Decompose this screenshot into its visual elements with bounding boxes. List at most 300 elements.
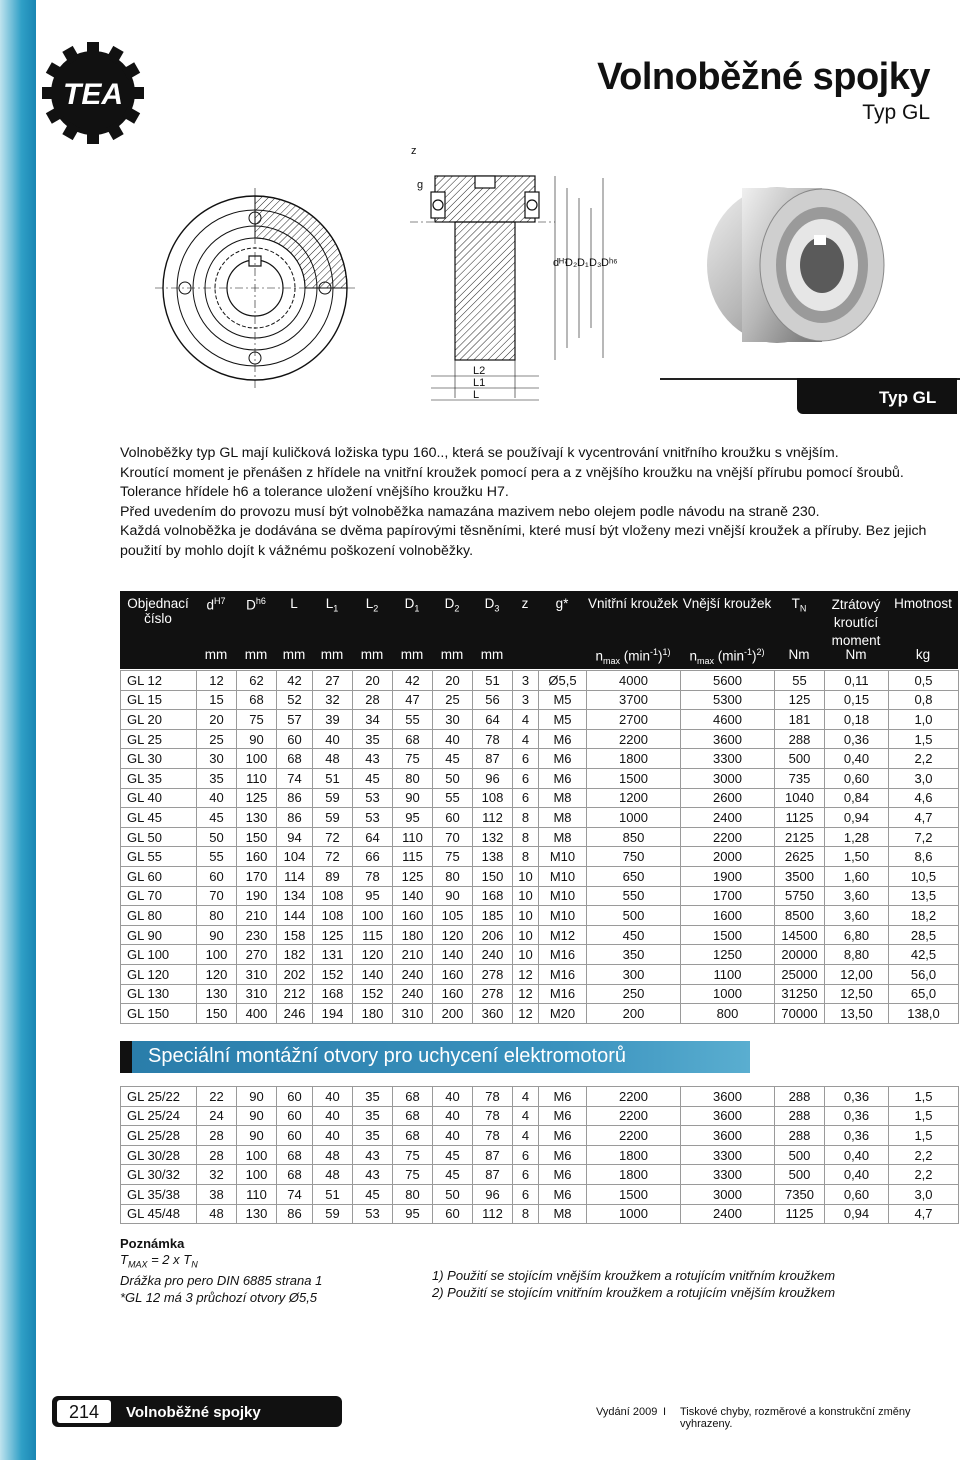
table-cell: 3600: [681, 1087, 775, 1107]
table-cell: 1800: [587, 1165, 681, 1185]
table-cell: 125: [393, 866, 433, 886]
table-cell: 25000: [775, 964, 825, 984]
table-cell: GL 30: [121, 749, 197, 769]
table-cell: 60: [197, 866, 237, 886]
table-cell: 1600: [681, 906, 775, 926]
table-cell: 57: [277, 710, 313, 730]
header-L2: $L_2$: [365, 596, 379, 614]
table-cell: 1125: [775, 808, 825, 828]
table-cell: 43: [353, 749, 393, 769]
table-cell: 31250: [775, 984, 825, 1004]
table-cell: M6: [539, 1145, 587, 1165]
table-cell: 40: [433, 729, 473, 749]
table-row: [121, 847, 959, 867]
table-row: [121, 906, 959, 926]
table-cell: 95: [393, 808, 433, 828]
table-cell: 400: [237, 1004, 277, 1024]
table-cell: 95: [393, 1204, 433, 1224]
table-cell: 500: [587, 906, 681, 926]
table-cell: 6: [513, 1184, 539, 1204]
table-cell: 1,0: [889, 710, 959, 730]
table-row: [121, 1145, 959, 1165]
table-cell: 10: [513, 945, 539, 965]
table-cell: 0,94: [825, 808, 889, 828]
table-cell: 3000: [681, 1184, 775, 1204]
table-cell: M10: [539, 906, 587, 926]
table-cell: 72: [313, 827, 353, 847]
table-cell: 3,0: [889, 1184, 959, 1204]
table-cell: 1700: [681, 886, 775, 906]
table-cell: 53: [353, 788, 393, 808]
table-cell: 68: [393, 1106, 433, 1126]
table-cell: 3000: [681, 768, 775, 788]
table-cell: 7350: [775, 1184, 825, 1204]
table-cell: 20000: [775, 945, 825, 965]
table-cell: GL 30/32: [121, 1165, 197, 1185]
table-cell: 62: [237, 671, 277, 691]
table-cell: M12: [539, 925, 587, 945]
label-g: g: [417, 179, 424, 191]
unit-mm: mm: [360, 647, 384, 662]
label-D3: D₃: [589, 257, 602, 269]
table-cell: 40: [433, 1126, 473, 1146]
table-cell: 500: [775, 749, 825, 769]
table-cell: 115: [353, 925, 393, 945]
table-cell: 114: [277, 866, 313, 886]
table-cell: M6: [539, 1126, 587, 1146]
table-cell: 45: [197, 808, 237, 828]
table-cell: 0,40: [825, 749, 889, 769]
table-cell: 3300: [681, 749, 775, 769]
notes-title: Poznámka: [120, 1236, 185, 1251]
table-cell: 288: [775, 1106, 825, 1126]
table-cell: 51: [473, 671, 513, 691]
unit-mm: mm: [204, 647, 228, 662]
table-cell: GL 45/48: [121, 1204, 197, 1224]
table-cell: 110: [393, 827, 433, 847]
table-cell: 5600: [681, 671, 775, 691]
table-cell: 74: [277, 768, 313, 788]
table-cell: 55: [393, 710, 433, 730]
table-cell: 28: [197, 1145, 237, 1165]
table-cell: 80: [393, 768, 433, 788]
table-cell: 3300: [681, 1145, 775, 1165]
table-cell: 75: [237, 710, 277, 730]
note-keyway: Drážka pro pero DIN 6885 strana 1: [120, 1273, 323, 1289]
table-cell: 4: [513, 1087, 539, 1107]
table-cell: 105: [433, 906, 473, 926]
unit-mm: mm: [320, 647, 344, 662]
table-cell: 4,6: [889, 788, 959, 808]
table-cell: 59: [313, 808, 353, 828]
table-cell: 35: [353, 729, 393, 749]
table-cell: 130: [237, 808, 277, 828]
table-cell: 288: [775, 729, 825, 749]
table-cell: 3,60: [825, 886, 889, 906]
table-cell: 3600: [681, 1126, 775, 1146]
table-cell: 5300: [681, 690, 775, 710]
table-cell: 27: [313, 671, 353, 691]
table-cell: 60: [433, 808, 473, 828]
table-cell: M10: [539, 866, 587, 886]
label-D2: D₂: [565, 257, 578, 269]
table-cell: 0,36: [825, 1106, 889, 1126]
table-row: [121, 1106, 959, 1126]
label-L2: L2: [473, 365, 486, 377]
table-cell: 132: [473, 827, 513, 847]
table-cell: 152: [313, 964, 353, 984]
table-cell: 35: [353, 1126, 393, 1146]
table-cell: 125: [775, 690, 825, 710]
table-row: [121, 886, 959, 906]
table-cell: 800: [681, 1004, 775, 1024]
table-cell: 108: [313, 906, 353, 926]
table-cell: 68: [277, 1145, 313, 1165]
table-cell: 158: [277, 925, 313, 945]
table-cell: 5750: [775, 886, 825, 906]
table-cell: 120: [353, 945, 393, 965]
table-header: [120, 591, 958, 669]
table-row: [121, 749, 959, 769]
table-cell: 30: [433, 710, 473, 730]
table-row: [121, 964, 959, 984]
table-cell: 112: [473, 808, 513, 828]
table-cell: 1,5: [889, 729, 959, 749]
table-cell: 140: [353, 964, 393, 984]
table-cell: 1,50: [825, 847, 889, 867]
table-cell: 230: [237, 925, 277, 945]
table-cell: 1900: [681, 866, 775, 886]
table-cell: 100: [353, 906, 393, 926]
table-cell: 86: [277, 1204, 313, 1224]
table-cell: 0,40: [825, 1165, 889, 1185]
table-cell: 6: [513, 1145, 539, 1165]
table-cell: 48: [313, 1165, 353, 1185]
table-cell: GL 35/38: [121, 1184, 197, 1204]
table-cell: 32: [197, 1165, 237, 1185]
table-cell: GL 15: [121, 690, 197, 710]
table-cell: 40: [313, 1126, 353, 1146]
table-cell: 138,0: [889, 1004, 959, 1024]
table-cell: 210: [237, 906, 277, 926]
table-cell: 6: [513, 788, 539, 808]
table-cell: 90: [197, 925, 237, 945]
table-cell: 1800: [587, 749, 681, 769]
table-cell: M16: [539, 964, 587, 984]
table-cell: 55: [775, 671, 825, 691]
table-cell: 75: [393, 1165, 433, 1185]
table-cell: 25: [197, 729, 237, 749]
table-cell: 0,60: [825, 1184, 889, 1204]
table-cell: 4,7: [889, 1204, 959, 1224]
table-cell: 22: [197, 1087, 237, 1107]
table-cell: M16: [539, 984, 587, 1004]
table-cell: 89: [313, 866, 353, 886]
table-row: [121, 1126, 959, 1146]
table-row: [121, 1204, 959, 1224]
table-cell: 20: [353, 671, 393, 691]
note-2: 2) Použití se stojícím vnitřním kroužkem a rotujícím vnějším kroužkem: [432, 1284, 836, 1300]
table-cell: 53: [353, 808, 393, 828]
table-cell: 1000: [587, 1204, 681, 1224]
table-cell: 350: [587, 945, 681, 965]
table-cell: 74: [277, 1184, 313, 1204]
table-cell: 246: [277, 1004, 313, 1024]
table-cell: 278: [473, 964, 513, 984]
table-cell: 0,94: [825, 1204, 889, 1224]
table-cell: 15: [197, 690, 237, 710]
table-cell: 40: [433, 1087, 473, 1107]
table-cell: 80: [197, 906, 237, 926]
table-cell: 43: [353, 1145, 393, 1165]
table-cell: 10: [513, 886, 539, 906]
table-cell: 2625: [775, 847, 825, 867]
table-cell: M20: [539, 1004, 587, 1024]
table-cell: 0,15: [825, 690, 889, 710]
table-cell: 2700: [587, 710, 681, 730]
table-cell: 60: [277, 729, 313, 749]
table-cell: 4000: [587, 671, 681, 691]
table-cell: 48: [197, 1204, 237, 1224]
table-cell: Ø5,5: [539, 671, 587, 691]
table-cell: 90: [433, 886, 473, 906]
table-cell: 45: [353, 1184, 393, 1204]
table-cell: 1125: [775, 1204, 825, 1224]
table-cell: 94: [277, 827, 313, 847]
table-cell: 8: [513, 808, 539, 828]
table-cell: 194: [313, 1004, 353, 1024]
table-cell: 2,2: [889, 1145, 959, 1165]
table-cell: 3: [513, 690, 539, 710]
label-D1: D₁: [577, 257, 589, 269]
side-section: [410, 176, 603, 400]
table-cell: M6: [539, 749, 587, 769]
table-cell: 1800: [587, 1145, 681, 1165]
table-cell: 68: [393, 1126, 433, 1146]
table-cell: 34: [353, 710, 393, 730]
table-cell: 53: [353, 1204, 393, 1224]
table-cell: 2,2: [889, 1165, 959, 1185]
table-cell: 35: [197, 768, 237, 788]
table-cell: 78: [473, 1126, 513, 1146]
table-cell: 8,80: [825, 945, 889, 965]
table-cell: 200: [433, 1004, 473, 1024]
table-cell: 8,6: [889, 847, 959, 867]
table-cell: 0,8: [889, 690, 959, 710]
header-L1: $L_1$: [325, 596, 339, 614]
table-cell: 28: [197, 1126, 237, 1146]
table-cell: 168: [313, 984, 353, 1004]
side-color-bar: [0, 0, 36, 1460]
table-cell: 12: [197, 671, 237, 691]
table-row: [121, 827, 959, 847]
tea-logo: [38, 38, 148, 148]
label-L1: L1: [473, 377, 486, 389]
table-cell: GL 45: [121, 808, 197, 828]
table-cell: 130: [237, 1204, 277, 1224]
table-cell: 150: [473, 866, 513, 886]
product-photo: [682, 180, 897, 350]
table-row: [121, 710, 959, 730]
table-cell: 1,28: [825, 827, 889, 847]
table-cell: 100: [237, 1165, 277, 1185]
table-cell: GL 25/24: [121, 1106, 197, 1126]
table-row: [121, 729, 959, 749]
intro-paragraph: Před uvedením do provozu musí být volnoběžka namazána mazivem nebo olejem podle návodu na straně 230.: [120, 503, 820, 520]
table-cell: 110: [237, 768, 277, 788]
table-cell: 140: [433, 945, 473, 965]
table-cell: M6: [539, 1165, 587, 1185]
table-cell: 185: [473, 906, 513, 926]
table-cell: 240: [473, 945, 513, 965]
notes-right: [432, 1268, 835, 1301]
header-mass: Hmotnost: [894, 596, 952, 611]
table-cell: M8: [539, 788, 587, 808]
header-outer: Vnější kroužek: [682, 596, 772, 611]
table-cell: 10,5: [889, 866, 959, 886]
table-cell: 288: [775, 1087, 825, 1107]
table-cell: 2125: [775, 827, 825, 847]
header-z: z: [521, 596, 529, 611]
table-cell: 42: [277, 671, 313, 691]
table-cell: 850: [587, 827, 681, 847]
table-cell: 52: [277, 690, 313, 710]
table-cell: 1,5: [889, 1126, 959, 1146]
table-cell: 75: [393, 749, 433, 769]
table-cell: 120: [197, 964, 237, 984]
table-cell: 152: [353, 984, 393, 1004]
table-cell: 35: [353, 1106, 393, 1126]
table-cell: 12: [513, 964, 539, 984]
table-cell: 2200: [587, 729, 681, 749]
technical-drawing: [155, 148, 635, 408]
table-cell: M6: [539, 768, 587, 788]
table-cell: 1,60: [825, 866, 889, 886]
table-cell: 20: [197, 710, 237, 730]
header-D: $D^{h6}$: [246, 596, 266, 613]
table-cell: 108: [473, 788, 513, 808]
intro-paragraph: Každá volnoběžka je dodávána se dvěma papírovými těsněními, které musí být vloženy mezi vnější kroužek a příruby. Bez jejich použití by mohlo dojít k vážnému poškození volnoběžky.: [120, 523, 927, 559]
table-cell: 87: [473, 749, 513, 769]
table-cell: 3: [513, 671, 539, 691]
unit-nmax-outer: $n_{max}$ $(\min^{-1})^{2)}$: [689, 647, 765, 667]
table-cell: 68: [393, 729, 433, 749]
table-cell: 240: [393, 964, 433, 984]
table-cell: GL 60: [121, 866, 197, 886]
table-cell: 3500: [775, 866, 825, 886]
table-cell: 2200: [587, 1126, 681, 1146]
intro-paragraph: Volnoběžky typ GL mají kuličková ložiska typu 160.., která se používají k vycentrování vnitřního kroužku s vnějším.: [120, 445, 839, 461]
table-cell: 28,5: [889, 925, 959, 945]
footer-edition: Vydání 2009: [596, 1406, 658, 1418]
table-cell: 18,2: [889, 906, 959, 926]
table-cell: 12: [513, 1004, 539, 1024]
table-row: [121, 866, 959, 886]
table-cell: 68: [393, 1087, 433, 1107]
table-cell: 144: [277, 906, 313, 926]
intro-paragraph: Kroutící moment je přenášen z hřídele na vnitřní kroužek pomocí pera a z vnějšího kroužku na vnější přírubu pomocí šroubů.: [120, 464, 904, 481]
table-cell: 100: [197, 945, 237, 965]
table-cell: 25: [433, 690, 473, 710]
table-cell: 2,2: [889, 749, 959, 769]
table-cell: 56,0: [889, 964, 959, 984]
table-cell: 150: [237, 827, 277, 847]
table-cell: 45: [353, 768, 393, 788]
table-cell: 55: [197, 847, 237, 867]
table-cell: 288: [775, 1126, 825, 1146]
table-cell: 30: [197, 749, 237, 769]
table-cell: 42,5: [889, 945, 959, 965]
type-badge: Typ GL: [797, 378, 957, 414]
header-L: L: [290, 596, 298, 611]
table-cell: 240: [393, 984, 433, 1004]
table-cell: 59: [313, 1204, 353, 1224]
special-spec-table: [120, 1086, 959, 1224]
table-cell: 45: [433, 1145, 473, 1165]
table-cell: 70: [433, 827, 473, 847]
table-cell: 0,18: [825, 710, 889, 730]
table-cell: 500: [775, 1165, 825, 1185]
table-cell: 1200: [587, 788, 681, 808]
table-cell: 160: [237, 847, 277, 867]
table-cell: 100: [237, 1145, 277, 1165]
table-cell: 110: [237, 1184, 277, 1204]
table-cell: 125: [313, 925, 353, 945]
table-cell: 2400: [681, 808, 775, 828]
table-cell: 550: [587, 886, 681, 906]
table-cell: 130: [197, 984, 237, 1004]
table-cell: 90: [237, 1126, 277, 1146]
table-cell: 80: [393, 1184, 433, 1204]
table-cell: 40: [197, 788, 237, 808]
table-cell: 190: [237, 886, 277, 906]
notes-left: [120, 1252, 322, 1306]
footer-legal: Tiskové chyby, rozměrové a konstrukční změny vyhrazeny.: [680, 1406, 911, 1430]
table-cell: 50: [433, 1184, 473, 1204]
table-cell: 2600: [681, 788, 775, 808]
header-d: $d^{H7}$: [206, 596, 226, 613]
table-cell: 202: [277, 964, 313, 984]
table-cell: M8: [539, 827, 587, 847]
table-cell: 180: [393, 925, 433, 945]
table-cell: 10: [513, 906, 539, 926]
table-cell: M5: [539, 690, 587, 710]
table-cell: 3,0: [889, 768, 959, 788]
table-cell: 28: [353, 690, 393, 710]
footer-separator: I: [663, 1406, 667, 1418]
table-cell: 55: [433, 788, 473, 808]
table-cell: 78: [473, 1087, 513, 1107]
table-cell: 6,80: [825, 925, 889, 945]
logo-text: TEA: [63, 78, 123, 111]
table-cell: 13,50: [825, 1004, 889, 1024]
table-cell: 65,0: [889, 984, 959, 1004]
table-cell: 86: [277, 788, 313, 808]
table-cell: 210: [393, 945, 433, 965]
table-cell: GL 30/28: [121, 1145, 197, 1165]
table-row: [121, 1087, 959, 1107]
table-cell: 0,5: [889, 671, 959, 691]
unit-kg: kg: [915, 647, 931, 662]
table-row: [121, 1004, 959, 1024]
footer-title: Volnoběžné spojky: [126, 1404, 261, 1421]
table-cell: 8500: [775, 906, 825, 926]
table-cell: GL 130: [121, 984, 197, 1004]
table-cell: 0,36: [825, 729, 889, 749]
table-cell: 134: [277, 886, 313, 906]
unit-mm: mm: [480, 647, 504, 662]
table-cell: M6: [539, 1184, 587, 1204]
